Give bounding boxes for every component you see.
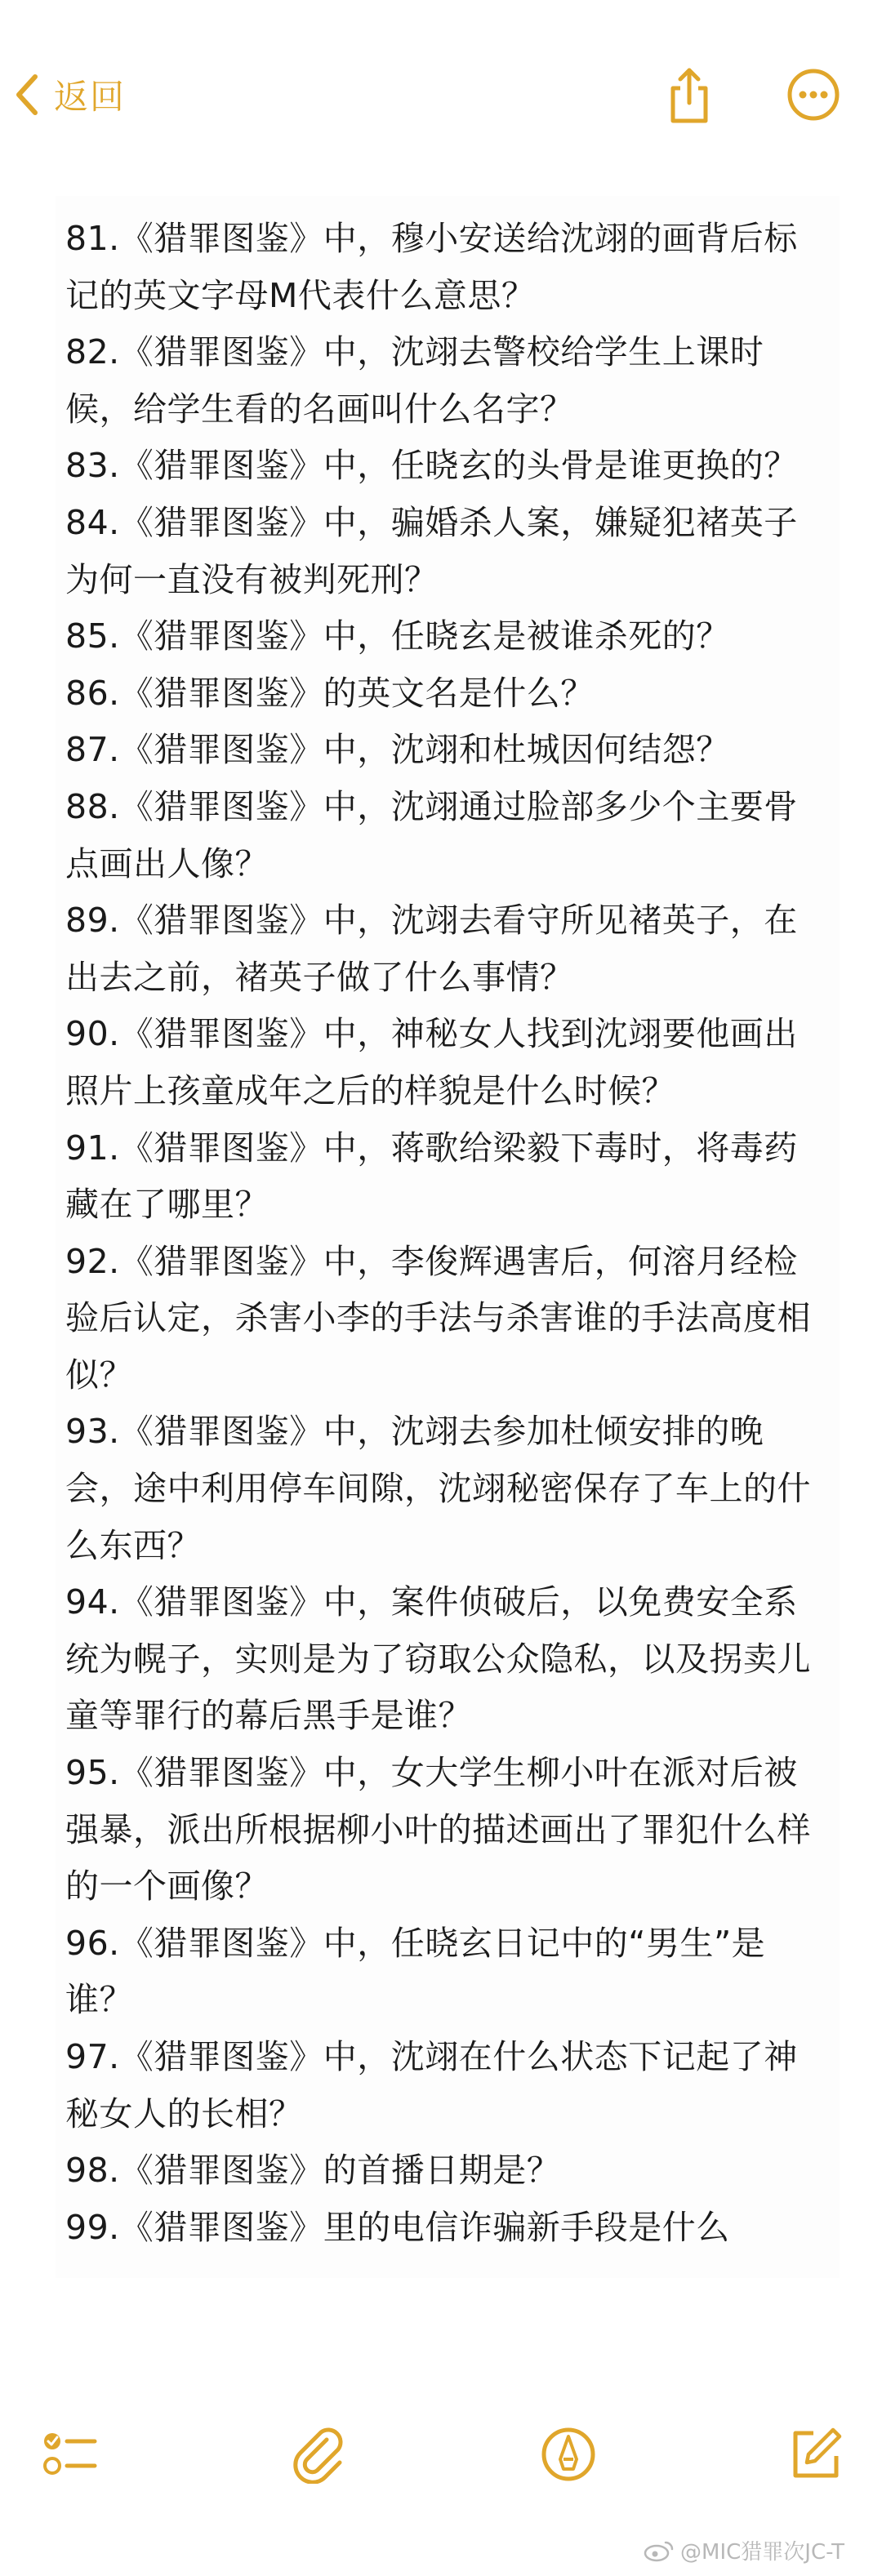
attach-button[interactable] xyxy=(291,2425,350,2484)
question-line: 90.《猎罪图鉴》中，神秘女人找到沈翊要他画出照片上孩童成年之后的样貌是什么时候？ xyxy=(65,1014,798,1110)
question-line: 92.《猎罪图鉴》中，李俊辉遇害后，何溶月经检验后认定，杀害小李的手法与杀害谁的手法高度相似？ xyxy=(65,1241,811,1395)
question-line: 88.《猎罪图鉴》中，沈翊通过脸部多少个主要骨点画出人像？ xyxy=(65,786,798,883)
watermark-text: @MIC猎罪次JC-T xyxy=(680,2540,844,2565)
bottom-toolbar xyxy=(0,2400,882,2507)
share-button[interactable] xyxy=(658,64,720,126)
question-line: 85.《猎罪图鉴》中，任晓玄是被谁杀死的？ xyxy=(65,616,730,656)
question-line: 83.《猎罪图鉴》中，任晓玄的头骨是谁更换的？ xyxy=(65,446,798,486)
compose-button[interactable] xyxy=(786,2425,844,2484)
navigation-bar xyxy=(0,0,882,171)
share-icon xyxy=(658,64,720,126)
question-line: 96.《猎罪图鉴》中，任晓玄日记中的“男生”是谁？ xyxy=(65,1923,766,2020)
note-content[interactable] xyxy=(56,196,840,2278)
question-line: 93.《猎罪图鉴》中，沈翊去参加杜倾安排的晚会，途中利用停车间隙，沈翊秘密保存了车上的什么东西？ xyxy=(65,1412,811,1565)
checklist-icon xyxy=(41,2425,100,2484)
markup-button[interactable] xyxy=(539,2425,598,2484)
question-line: 95.《猎罪图鉴》中，女大学生柳小叶在派对后被强暴，派出所根据柳小叶的描述画出了罪犯什么样的一个画像？ xyxy=(65,1753,811,1906)
question-line: 94.《猎罪图鉴》中，案件侦破后，以免费安全系统为幌子，实则是为了窃取公众隐私，以及拐卖儿童等罪行的幕后黑手是谁？ xyxy=(65,1582,811,1736)
question-line: 98.《猎罪图鉴》的首播日期是？ xyxy=(65,2151,561,2191)
question-line: 91.《猎罪图鉴》中，蒋歌给梁毅下毒时，将毒药藏在了哪里？ xyxy=(65,1128,798,1225)
question-line: 82.《猎罪图鉴》中，沈翊去警校给学生上课时候，给学生看的名画叫什么名字？ xyxy=(65,332,764,429)
markup-pen-icon xyxy=(539,2425,598,2484)
question-line: 84.《猎罪图鉴》中，骗婚杀人案，嫌疑犯褚英子为何一直没有被判死刑？ xyxy=(65,502,798,599)
compose-icon xyxy=(786,2425,844,2484)
question-line: 89.《猎罪图鉴》中，沈翊去看守所见褚英子，在出去之前，褚英子做了什么事情？ xyxy=(65,901,798,997)
weibo-logo xyxy=(643,2539,675,2562)
chevron-left-icon xyxy=(15,73,39,116)
question-line: 87.《猎罪图鉴》中，沈翊和杜城因何结怨？ xyxy=(65,730,730,770)
more-icon xyxy=(782,64,844,126)
question-line: 81.《猎罪图鉴》中，穆小安送给沈翊的画背后标记的英文字母M代表什么意思？ xyxy=(65,219,798,315)
question-line: 97.《猎罪图鉴》中，沈翊在什么状态下记起了神秘女人的长相？ xyxy=(65,2037,798,2133)
watermark xyxy=(643,2535,844,2565)
back-button[interactable] xyxy=(15,65,126,124)
back-label: 返回 xyxy=(54,77,127,117)
question-line: 99.《猎罪图鉴》里的电信诈骗新手段是什么 xyxy=(65,2207,730,2247)
note-text[interactable] xyxy=(56,196,840,2256)
question-line: 86.《猎罪图鉴》的英文名是什么？ xyxy=(65,673,595,713)
checklist-button[interactable] xyxy=(41,2425,100,2484)
paperclip-icon xyxy=(291,2425,350,2484)
more-button[interactable] xyxy=(782,64,844,126)
